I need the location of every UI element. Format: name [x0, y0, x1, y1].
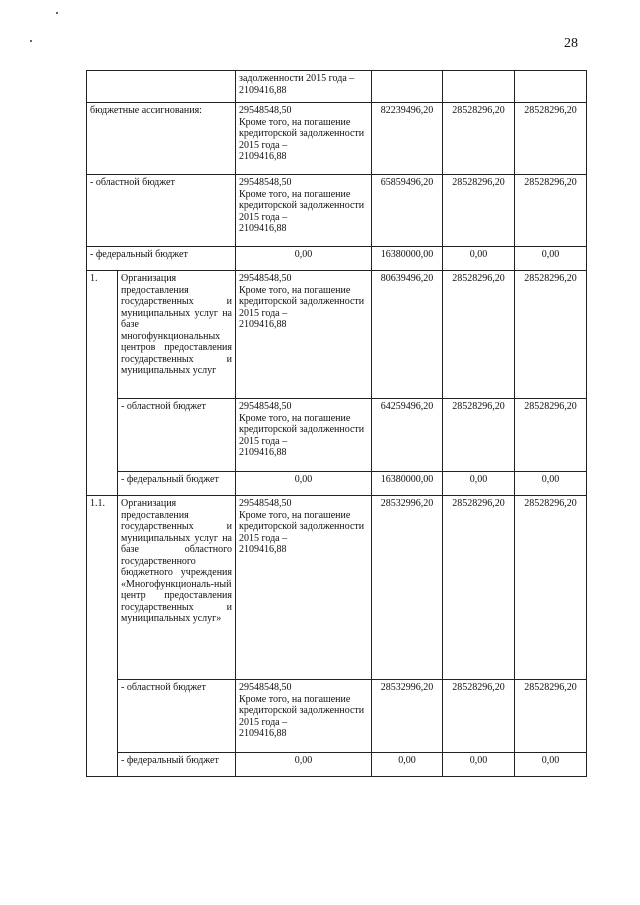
name-cell: - областной бюджет [118, 399, 236, 472]
amount-cell: 29548548,50 Кроме того, на погашение кредиторской задолженности 2015 года – 2109416,88 [236, 103, 372, 175]
value-2018-cell: 28528296,20 [515, 175, 587, 247]
value-2017-cell: 28528296,20 [443, 496, 515, 680]
scan-speck [56, 12, 58, 14]
amount-cell: 0,00 [236, 247, 372, 271]
name-cell: - федеральный бюджет [87, 247, 236, 271]
amount-cell: 29548548,50 Кроме того, на погашение кредиторской задолженности 2015 года – 2109416,88 [236, 399, 372, 472]
amount-cell: 29548548,50 Кроме того, на погашение кредиторской задолженности 2015 года – 2109416,88 [236, 175, 372, 247]
name-cell: - областной бюджет [87, 175, 236, 247]
table-row [87, 247, 587, 271]
value-2018-cell: 28528296,20 [515, 496, 587, 680]
table-row [87, 71, 587, 103]
value-cell [515, 71, 587, 103]
table-row [87, 472, 587, 496]
value-2016-cell: 16380000,00 [372, 247, 443, 271]
value-2018-cell: 28528296,20 [515, 399, 587, 472]
value-2017-cell: 28528296,20 [443, 103, 515, 175]
table-row [87, 399, 587, 472]
table-row [87, 680, 587, 753]
value-2017-cell: 28528296,20 [443, 680, 515, 753]
table-row [87, 103, 587, 175]
name-cell: - областной бюджет [118, 680, 236, 753]
page-number: 28 [564, 36, 578, 51]
value-2016-cell: 80639496,20 [372, 271, 443, 399]
value-2016-cell: 28532996,20 [372, 680, 443, 753]
value-2017-cell: 0,00 [443, 247, 515, 271]
amount-cell: 29548548,50 Кроме того, на погашение кредиторской задолженности 2015 года – 2109416,88 [236, 271, 372, 399]
amount-cell: задолженности 2015 года – 2109416,88 [236, 71, 372, 103]
value-2018-cell: 28528296,20 [515, 680, 587, 753]
item-index: 1.1. [87, 496, 118, 777]
amount-cell: 29548548,50 Кроме того, на погашение кредиторской задолженности 2015 года – 2109416,88 [236, 680, 372, 753]
value-2018-cell: 0,00 [515, 472, 587, 496]
value-2016-cell: 64259496,20 [372, 399, 443, 472]
value-2017-cell: 28528296,20 [443, 175, 515, 247]
name-cell [87, 71, 236, 103]
value-2016-cell: 65859496,20 [372, 175, 443, 247]
name-cell: Организация предоставления государственных и муниципальных услуг на базе многофункциональных центров предоставления государственных и муниципальных услуг [118, 271, 236, 399]
scan-speck [30, 40, 32, 42]
value-2018-cell: 0,00 [515, 753, 587, 777]
value-2017-cell: 28528296,20 [443, 271, 515, 399]
item-index: 1. [87, 271, 118, 496]
value-2016-cell: 28532996,20 [372, 496, 443, 680]
name-cell: Организация предоставления государственных и муниципальных услуг на базе областного государственного бюджетного учреждения «Многофункциональ-ный центр предоставления государственных и муниципальных услуг» [118, 496, 236, 680]
budget-table [86, 70, 587, 777]
amount-cell: 0,00 [236, 753, 372, 777]
value-2018-cell: 28528296,20 [515, 103, 587, 175]
value-cell [372, 71, 443, 103]
value-2017-cell: 28528296,20 [443, 399, 515, 472]
amount-cell: 29548548,50 Кроме того, на погашение кредиторской задолженности 2015 года – 2109416,88 [236, 496, 372, 680]
value-2018-cell: 0,00 [515, 247, 587, 271]
table-row [87, 753, 587, 777]
value-2018-cell: 28528296,20 [515, 271, 587, 399]
value-2016-cell: 0,00 [372, 753, 443, 777]
table-row [87, 271, 587, 399]
amount-cell: 0,00 [236, 472, 372, 496]
value-2017-cell: 0,00 [443, 472, 515, 496]
name-cell: бюджетные ассигнования: [87, 103, 236, 175]
table-row [87, 496, 587, 680]
value-cell [443, 71, 515, 103]
value-2017-cell: 0,00 [443, 753, 515, 777]
value-2016-cell: 82239496,20 [372, 103, 443, 175]
table-row [87, 175, 587, 247]
value-2016-cell: 16380000,00 [372, 472, 443, 496]
name-cell: - федеральный бюджет [118, 472, 236, 496]
name-cell: - федеральный бюджет [118, 753, 236, 777]
